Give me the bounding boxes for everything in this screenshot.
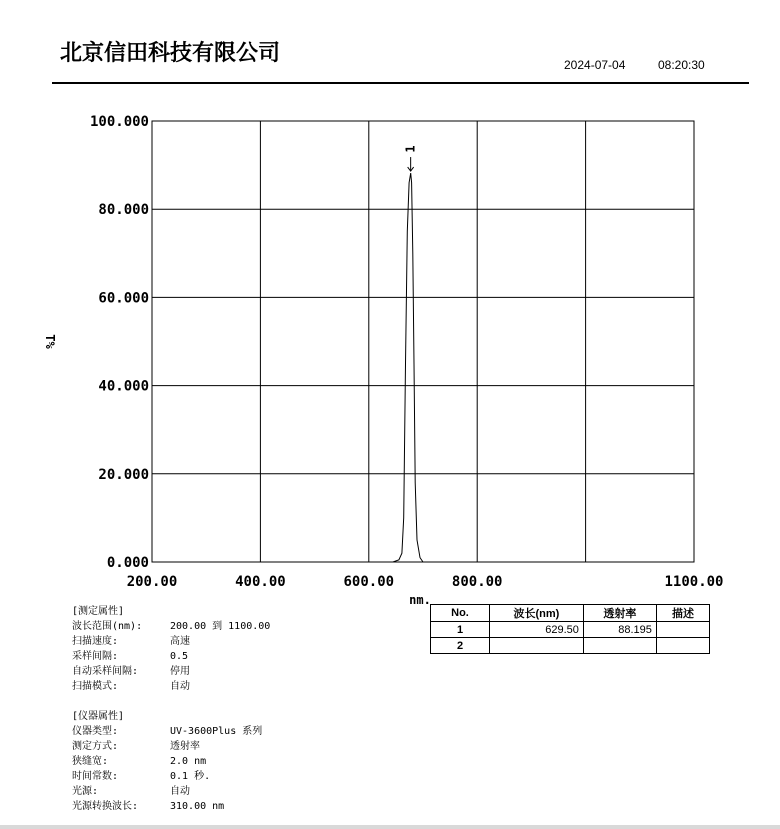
y-tick-label: 100.000 (89, 114, 149, 130)
cell-no: 2 (431, 638, 490, 654)
col-transmittance: 透射率 (583, 605, 656, 622)
x-tick-label: 1100.00 (664, 574, 724, 590)
param-row: 扫描速度: 高速 (72, 636, 190, 647)
y-tick-label: 0.000 (106, 555, 149, 571)
param-row: 扫描模式: 自动 (72, 681, 190, 692)
y-tick-label: 40.000 (98, 378, 149, 395)
window-bottom-edge (0, 825, 780, 829)
x-tick-label: 600.00 (343, 574, 395, 590)
param-row: 波长范围(nm): 200.00 到 1100.00 (72, 621, 271, 632)
peak-table-header (431, 605, 710, 622)
param-row: 仪器类型: UV-3600Plus 系列 (72, 726, 263, 737)
x-tick-label: 200.00 (126, 574, 178, 590)
col-wavelength: 波长(nm) (490, 605, 584, 622)
spectrum-chart (0, 100, 780, 610)
y-tick-label: 20.000 (98, 466, 149, 483)
param-row: 时间常数: 0.1 秒. (72, 771, 211, 782)
measure-header: [测定属性] (72, 606, 125, 617)
spectrum-line (393, 173, 429, 562)
param-row: 自动采样间隔: 停用 (72, 666, 190, 677)
instrument-header: [仪器属性] (72, 711, 125, 722)
param-row: 测定方式: 透射率 (72, 741, 200, 752)
cell-wavelength: 629.50 (490, 622, 584, 638)
x-tick-label: 800.00 (451, 574, 503, 590)
param-row: 狭缝宽: 2.0 nm (72, 756, 207, 767)
cell-description (656, 622, 709, 638)
y-axis-label: T% (43, 334, 57, 349)
col-no: No. (431, 605, 490, 622)
peak-label: 1 (403, 145, 418, 153)
y-tick-label: 60.000 (98, 290, 149, 307)
table-row (431, 638, 710, 654)
col-description: 描述 (656, 605, 709, 622)
peak-table (430, 604, 710, 654)
cell-transmittance (583, 638, 656, 654)
param-row: 光源转换波长: 310.00 nm (72, 801, 225, 812)
print-time: 08:20:30 (658, 58, 705, 72)
x-tick-label: 400.00 (235, 574, 286, 590)
plot-frame (152, 121, 694, 562)
cell-transmittance: 88.195 (583, 622, 656, 638)
cell-description (656, 638, 709, 654)
x-axis-label: nm. (409, 593, 431, 607)
parameter-list (72, 604, 270, 814)
company-title: 北京信田科技有限公司 (60, 40, 281, 66)
table-row (431, 622, 710, 638)
cell-wavelength (490, 638, 584, 654)
param-row: 采样间隔: 0.5 (72, 651, 189, 662)
cell-no: 1 (431, 622, 490, 638)
header-rule (52, 82, 749, 84)
param-row: 光源: 自动 (72, 786, 190, 797)
print-date: 2024-07-04 (564, 58, 626, 72)
y-tick-label: 80.000 (98, 202, 149, 219)
